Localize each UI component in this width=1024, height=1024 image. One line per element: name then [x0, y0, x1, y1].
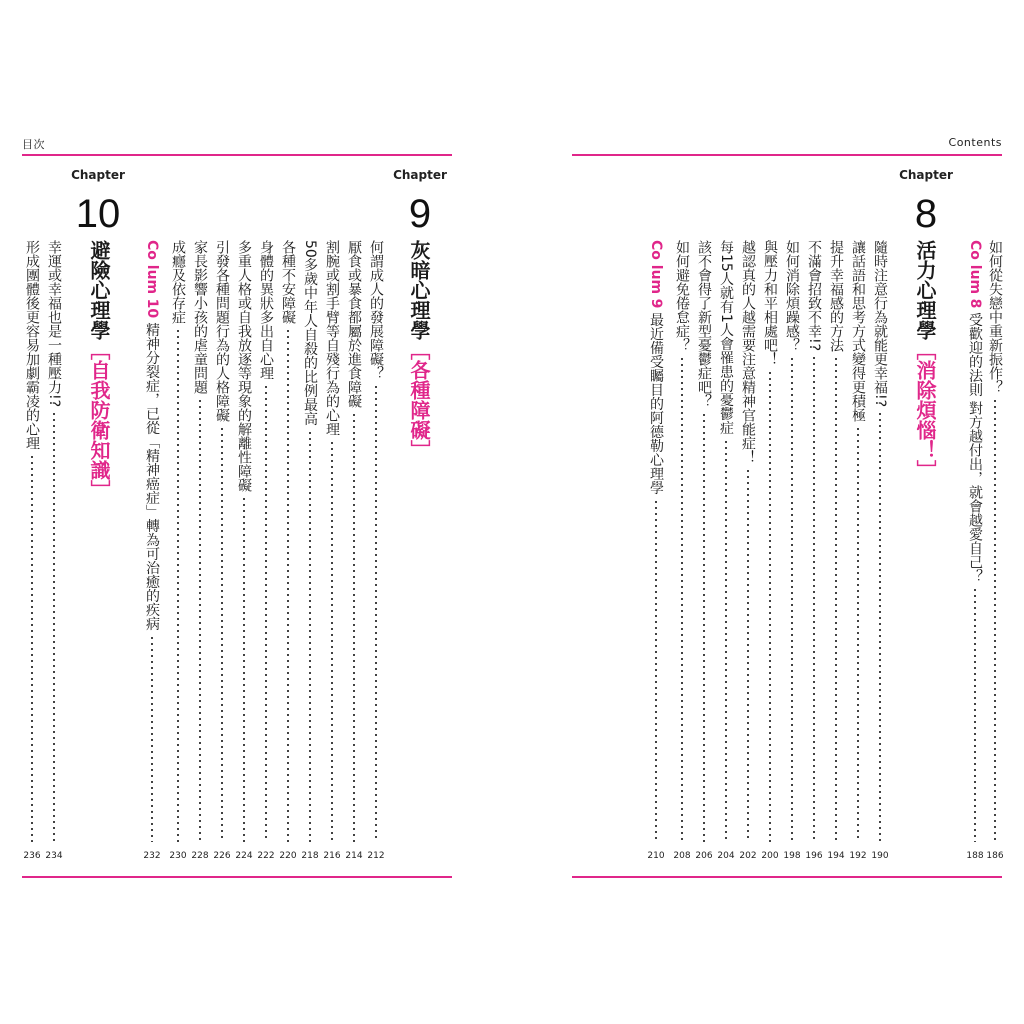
toc-entry[interactable] [673, 240, 691, 352]
dot-leader [813, 355, 815, 842]
entry-title: 隨時注意行為就能更幸福!? [872, 240, 888, 407]
dot-leader [879, 411, 881, 842]
entry-title: 引發各種問題行為的人格障礙 [214, 240, 230, 422]
toc-entry[interactable] [367, 240, 385, 380]
toc-entry[interactable] [695, 240, 713, 408]
dot-leader [177, 328, 179, 842]
column-entry[interactable] [966, 240, 984, 583]
page-number: 194 [827, 851, 845, 861]
chapter-10-number: 10 [75, 192, 121, 236]
entry-title: 家長影響小孩的虐童問題 [192, 240, 208, 394]
toc-entry[interactable] [761, 240, 779, 366]
dot-leader [974, 587, 976, 842]
section-subtitle: ［消除煩惱！］ [913, 340, 937, 480]
dot-leader [221, 426, 223, 842]
dot-leader [151, 635, 153, 842]
dot-leader [994, 398, 996, 842]
toc-entry[interactable] [323, 240, 341, 436]
page-number: 232 [143, 851, 161, 861]
entry-title: 幸運或幸福也是一種壓力!? [46, 240, 62, 407]
dot-leader [835, 356, 837, 842]
column-number: 8 [967, 298, 983, 309]
left-top-rule [22, 154, 452, 156]
toc-entry[interactable] [345, 240, 363, 408]
entry-title: 多重人格或自我放逐等現象的解離性障礙 [236, 240, 252, 492]
left-bottom-rule [22, 876, 452, 878]
toc-entry[interactable] [45, 240, 63, 407]
dot-leader [655, 499, 657, 842]
page-number: 214 [345, 851, 363, 861]
toc-entry[interactable] [783, 240, 801, 352]
toc-entry[interactable] [805, 240, 823, 351]
toc-entry[interactable] [849, 240, 867, 422]
dot-leader [309, 430, 311, 842]
entry-title: 50多歲中年人自殺的比例最高 [302, 240, 318, 426]
entry-title: 該不會得了新型憂鬱症吧？ [696, 240, 712, 408]
page-number: 226 [213, 851, 231, 861]
toc-entry[interactable] [169, 240, 187, 324]
toc-entry[interactable] [986, 240, 1004, 394]
section-title-text: 活力心理學 [913, 240, 937, 340]
dot-leader [791, 356, 793, 842]
section-title [85, 240, 111, 500]
column-tag: Co lum [648, 240, 664, 295]
chapter-10-label: Chapter [71, 168, 125, 182]
page-number: 206 [695, 851, 713, 861]
toc-entry[interactable] [739, 240, 757, 464]
page-number: 220 [279, 851, 297, 861]
entry-title: 如何從失戀中重新振作？ [987, 240, 1003, 394]
dot-leader [243, 496, 245, 842]
toc-entry[interactable] [301, 240, 319, 426]
dot-leader [265, 384, 267, 842]
page-number: 218 [301, 851, 319, 861]
toc-entry[interactable] [213, 240, 231, 422]
toc-entry[interactable] [871, 240, 889, 407]
page-number: 210 [647, 851, 665, 861]
page-number: 234 [45, 851, 63, 861]
entry-title: 越認真的人越需要注意精神官能症！ [740, 240, 756, 464]
entry-title: 成癮及依存症 [170, 240, 186, 324]
column-tag: Co lum [144, 240, 160, 295]
section-title [911, 240, 937, 480]
entry-title: 精神分裂症，已從「精神癌症」轉為可治癒的疾病 [144, 322, 160, 631]
dot-leader [703, 412, 705, 842]
right-bottom-rule [572, 876, 1002, 878]
dot-leader [31, 454, 33, 842]
page-number: 188 [966, 851, 984, 861]
right-running-header: Contents [948, 136, 1002, 149]
entry-title: 如何避免倦怠症？ [674, 240, 690, 352]
section-title [405, 240, 431, 460]
dot-leader [287, 328, 289, 842]
page-number: 190 [871, 851, 889, 861]
page-number: 228 [191, 851, 209, 861]
page-number: 208 [673, 851, 691, 861]
toc-entry[interactable] [235, 240, 253, 492]
toc-entry[interactable] [257, 240, 275, 380]
entry-title: 割腕或割手臂等自殘行為的心理 [324, 240, 340, 436]
dot-leader [199, 398, 201, 842]
entry-title: 受歡迎的法則 對方越付出，就會越愛自己？ [967, 312, 983, 583]
column-tag: Co lum [967, 240, 983, 295]
column-entry[interactable] [143, 240, 161, 631]
chapter-9-label: Chapter [393, 168, 447, 182]
page-number: 202 [739, 851, 757, 861]
toc-entry[interactable] [191, 240, 209, 394]
entry-title: 讓話語和思考方式變得更積極 [850, 240, 866, 422]
entry-title: 身體的異狀多出自心理 [258, 240, 274, 380]
entry-title: 每15人就有1人會罹患的憂鬱症 [718, 240, 734, 435]
left-running-header: 目次 [22, 138, 45, 151]
toc-entry[interactable] [717, 240, 735, 435]
column-number: 9 [648, 298, 664, 309]
section-subtitle: ［各種障礙］ [407, 340, 431, 460]
entry-title: 何謂成人的發展障礙？ [368, 240, 384, 380]
dot-leader [769, 370, 771, 842]
entry-title: 形成團體後更容易加劇霸凌的心理 [24, 240, 40, 450]
page-number: 216 [323, 851, 341, 861]
section-title-text: 避險心理學 [87, 240, 111, 340]
section-subtitle: ［自我防衛知識］ [87, 340, 111, 500]
page-number: 212 [367, 851, 385, 861]
chapter-8-number: 8 [914, 192, 938, 236]
entry-title: 與壓力和平相處吧！ [762, 240, 778, 366]
entry-title: 各種不安障礙 [280, 240, 296, 324]
page-number: 192 [849, 851, 867, 861]
page-number: 224 [235, 851, 253, 861]
dot-leader [857, 426, 859, 842]
chapter-8-label: Chapter [899, 168, 953, 182]
page-number: 236 [23, 851, 41, 861]
page-number: 230 [169, 851, 187, 861]
dot-leader [747, 468, 749, 842]
toc-entry[interactable] [279, 240, 297, 324]
dot-leader [53, 411, 55, 842]
page-number: 200 [761, 851, 779, 861]
section-title-text: 灰暗心理學 [407, 240, 431, 340]
toc-entry[interactable] [23, 240, 41, 450]
entry-title: 厭食或暴食都屬於進食障礙 [346, 240, 362, 408]
entry-title: 提升幸福感的方法 [828, 240, 844, 352]
page-number: 186 [986, 851, 1004, 861]
entry-title: 不滿會招致不幸!? [806, 240, 822, 351]
dot-leader [331, 440, 333, 842]
page-number: 222 [257, 851, 275, 861]
dot-leader [725, 439, 727, 842]
column-entry[interactable] [647, 240, 665, 495]
entry-title: 如何消除煩躁感？ [784, 240, 800, 352]
dot-leader [681, 356, 683, 842]
page-number: 198 [783, 851, 801, 861]
right-top-rule [572, 154, 1002, 156]
dot-leader [353, 412, 355, 842]
chapter-9-number: 9 [408, 192, 432, 236]
toc-entry[interactable] [827, 240, 845, 352]
column-number: 10 [144, 298, 160, 319]
dot-leader [375, 384, 377, 842]
page-number: 196 [805, 851, 823, 861]
page-number: 204 [717, 851, 735, 861]
entry-title: 最近備受矚目的阿德勒心理學 [648, 312, 664, 495]
